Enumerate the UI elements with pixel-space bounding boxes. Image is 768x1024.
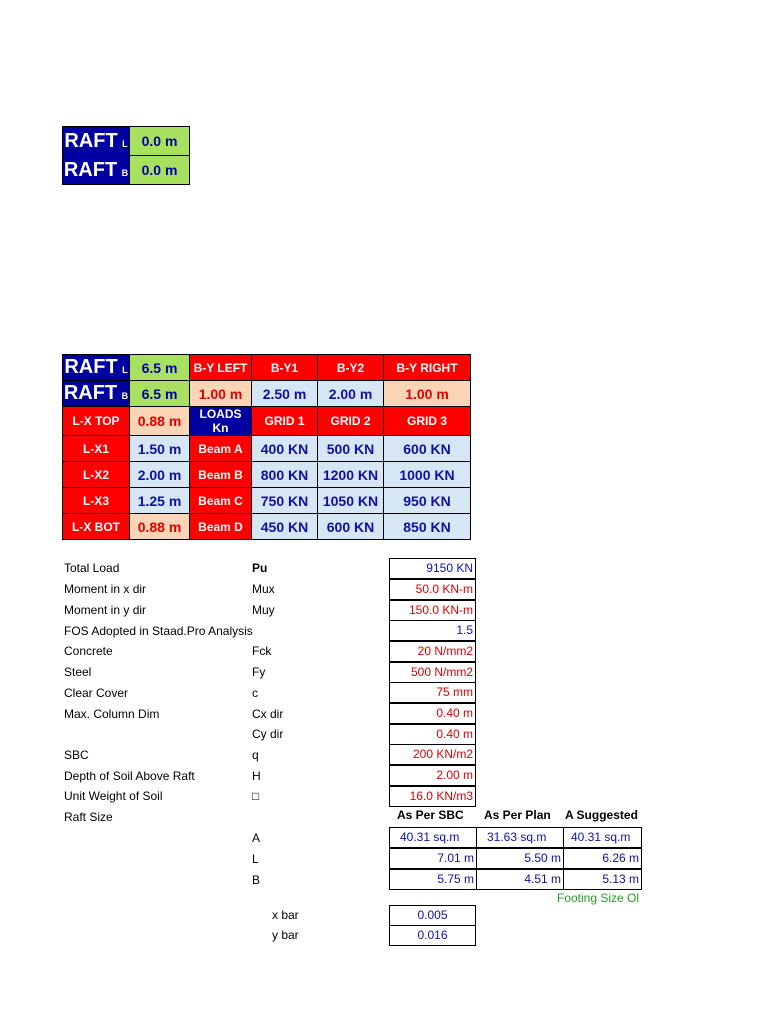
- load-cell[interactable]: 400 KN: [252, 436, 318, 462]
- lx-label: L-X BOT: [63, 514, 130, 540]
- param-value-unit-weight[interactable]: 16.0 KN/m3: [389, 786, 476, 807]
- by-header-1: B-Y1: [252, 355, 318, 381]
- param-label: FOS Adopted in Staad.Pro Analysis: [64, 624, 253, 638]
- lx-value[interactable]: 2.00 m: [130, 462, 190, 488]
- grid-row-lx3: [63, 488, 471, 514]
- raft-b-value[interactable]: 0.0 m: [130, 156, 190, 185]
- beam-label: Beam D: [190, 514, 252, 540]
- header-as-per-plan: As Per Plan: [484, 808, 551, 822]
- param-label: SBC: [64, 748, 89, 762]
- grid-header-2: GRID 2: [318, 407, 384, 436]
- param-value-mux[interactable]: 50.0 KN-m: [389, 579, 476, 600]
- lx-value[interactable]: 0.88 m: [130, 514, 190, 540]
- raft-label: RAFT: [63, 382, 118, 404]
- param-value-depth[interactable]: 2.00 m: [389, 765, 476, 786]
- load-cell[interactable]: 1000 KN: [384, 462, 471, 488]
- param-symbol: Pu: [252, 561, 268, 575]
- raft-size-symbol: L: [252, 852, 259, 866]
- grid-header-3: GRID 3: [384, 407, 471, 436]
- param-value-fos[interactable]: 1.5: [389, 620, 476, 641]
- grid-raft-l-label: [63, 355, 130, 381]
- load-cell[interactable]: 450 KN: [252, 514, 318, 540]
- load-cell[interactable]: 800 KN: [252, 462, 318, 488]
- param-label: Max. Column Dim: [64, 707, 160, 721]
- param-symbol: Cy dir: [252, 727, 284, 741]
- load-cell[interactable]: 750 KN: [252, 488, 318, 514]
- lx-top-label: L-X TOP: [63, 407, 130, 436]
- load-cell[interactable]: 500 KN: [318, 436, 384, 462]
- raft-size-label: Raft Size: [64, 810, 113, 824]
- by-value-2[interactable]: 2.00 m: [318, 381, 384, 407]
- lx-value[interactable]: 1.25 m: [130, 488, 190, 514]
- by-header-left: B-Y LEFT: [190, 355, 252, 381]
- param-symbol: H: [252, 769, 261, 783]
- raft-summary-row-l: [63, 127, 190, 156]
- y-bar-value[interactable]: 0.016: [389, 925, 476, 946]
- param-symbol: Muy: [252, 603, 275, 617]
- breadth-plan[interactable]: 4.51 m: [476, 869, 564, 890]
- breadth-sbc[interactable]: 5.75 m: [389, 869, 477, 890]
- lx-top-value[interactable]: 0.88 m: [130, 407, 190, 436]
- param-label: Steel: [64, 665, 92, 679]
- param-symbol: q: [252, 748, 259, 762]
- lx-value[interactable]: 1.50 m: [130, 436, 190, 462]
- footing-status: Footing Size Ol: [557, 891, 640, 905]
- beam-label: Beam A: [190, 436, 252, 462]
- raft-summary-row-b: [63, 156, 190, 185]
- lx-label: L-X2: [63, 462, 130, 488]
- raft-b-sub: B: [121, 167, 129, 178]
- loads-header: LOADS Kn: [190, 407, 252, 436]
- load-cell[interactable]: 950 KN: [384, 488, 471, 514]
- load-cell[interactable]: 600 KN: [318, 514, 384, 540]
- raft-summary-table: [62, 126, 190, 185]
- raft-b-label-cell: [63, 156, 130, 185]
- length-sbc[interactable]: 7.01 m: [389, 848, 477, 869]
- raft-size-symbol: A: [252, 831, 261, 845]
- by-value-left[interactable]: 1.00 m: [190, 381, 252, 407]
- param-label: Concrete: [64, 644, 113, 658]
- param-value-total-load[interactable]: 9150 KN: [389, 558, 476, 579]
- param-label: Unit Weight of Soil: [64, 789, 163, 803]
- load-cell[interactable]: 850 KN: [384, 514, 471, 540]
- raft-grid-table: [62, 354, 471, 540]
- raft-l-sub: L: [122, 138, 128, 149]
- beam-label: Beam C: [190, 488, 252, 514]
- load-cell[interactable]: 1200 KN: [318, 462, 384, 488]
- bar-label: x bar: [272, 908, 299, 922]
- header-as-per-sbc: As Per SBC: [397, 808, 464, 822]
- param-symbol: c: [252, 686, 258, 700]
- by-value-1[interactable]: 2.50 m: [252, 381, 318, 407]
- grid-row-lx-bot: [63, 514, 471, 540]
- grid-row-lx2: [63, 462, 471, 488]
- raft-label: RAFT: [63, 158, 118, 181]
- area-plan[interactable]: 31.63 sq.m: [476, 827, 564, 848]
- param-value-sbc[interactable]: 200 KN/m2: [389, 744, 476, 765]
- grid-raft-b-value[interactable]: 6.5 m: [130, 381, 190, 407]
- beam-label: Beam B: [190, 462, 252, 488]
- raft-b-sub: B: [121, 391, 129, 401]
- raft-l-label-cell: [63, 127, 130, 156]
- raft-l-sub: L: [122, 365, 128, 375]
- grid-row-lx1: [63, 436, 471, 462]
- raft-l-value[interactable]: 0.0 m: [130, 127, 190, 156]
- area-sbc[interactable]: 40.31 sq.m: [389, 827, 477, 848]
- param-symbol: □: [252, 789, 260, 803]
- by-header-right: B-Y RIGHT: [384, 355, 471, 381]
- param-value-fy[interactable]: 500 N/mm2: [389, 662, 476, 683]
- breadth-suggested[interactable]: 5.13 m: [563, 869, 642, 890]
- param-label: Total Load: [64, 561, 120, 575]
- param-label: Moment in x dir: [64, 582, 147, 596]
- param-label: Depth of Soil Above Raft: [64, 769, 195, 783]
- grid-header-1: GRID 1: [252, 407, 318, 436]
- lx-label: L-X1: [63, 436, 130, 462]
- param-label: Clear Cover: [64, 686, 129, 700]
- by-header-2: B-Y2: [318, 355, 384, 381]
- grid-raft-l-value[interactable]: 6.5 m: [130, 355, 190, 381]
- load-cell[interactable]: 1050 KN: [318, 488, 384, 514]
- param-value-cy[interactable]: 0.40 m: [389, 724, 476, 745]
- param-symbol: Fck: [252, 644, 272, 658]
- param-symbol: Mux: [252, 582, 275, 596]
- grid-row-raft-l: [63, 355, 471, 381]
- param-symbol: Cx dir: [252, 707, 284, 721]
- length-plan[interactable]: 5.50 m: [476, 848, 564, 869]
- area-suggested[interactable]: 40.31 sq.m: [563, 827, 642, 848]
- x-bar-value[interactable]: 0.005: [389, 905, 476, 926]
- raft-label: RAFT: [64, 129, 118, 152]
- raft-size-symbol: B: [252, 873, 261, 887]
- param-value-fck[interactable]: 20 N/mm2: [389, 641, 476, 662]
- by-value-right[interactable]: 1.00 m: [384, 381, 471, 407]
- param-symbol: Fy: [252, 665, 266, 679]
- bar-label: y bar: [272, 928, 299, 942]
- load-cell[interactable]: 600 KN: [384, 436, 471, 462]
- grid-row-lx-top: [63, 407, 471, 436]
- length-suggested[interactable]: 6.26 m: [563, 848, 642, 869]
- param-label: Moment in y dir: [64, 603, 147, 617]
- raft-label: RAFT: [64, 356, 118, 378]
- param-value-cx[interactable]: 0.40 m: [389, 703, 476, 724]
- header-suggested: A Suggested: [565, 808, 638, 822]
- grid-row-raft-b: [63, 381, 471, 407]
- param-value-cover[interactable]: 75 mm: [389, 682, 476, 703]
- lx-label: L-X3: [63, 488, 130, 514]
- grid-raft-b-label: [63, 381, 130, 407]
- param-value-muy[interactable]: 150.0 KN-m: [389, 600, 476, 621]
